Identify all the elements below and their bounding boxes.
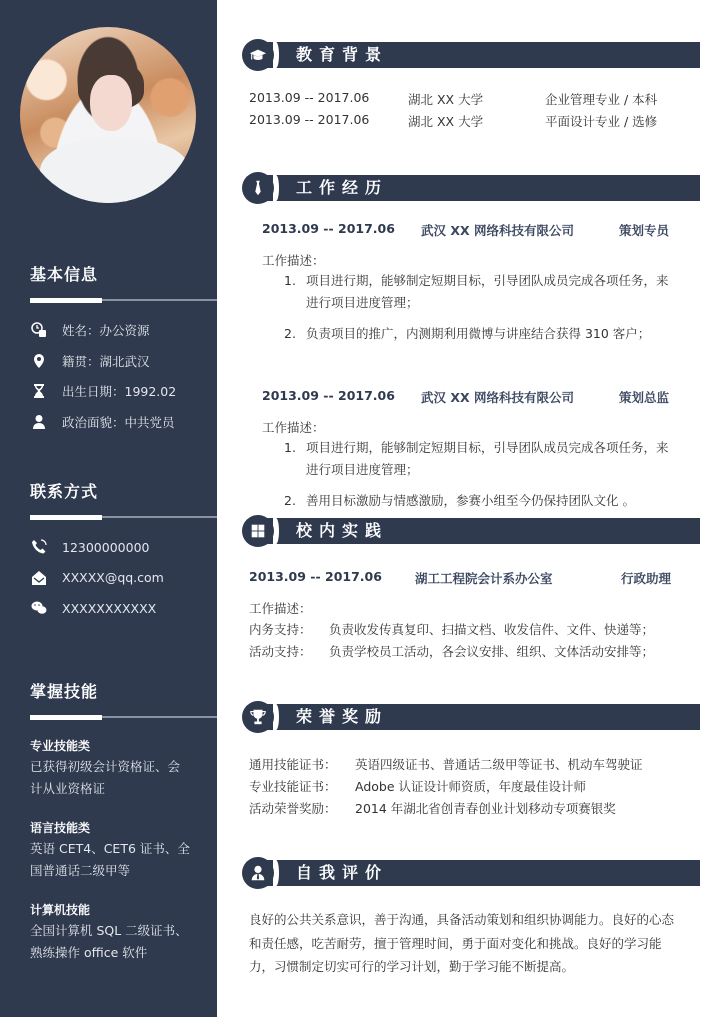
desc-label: 工作描述：	[262, 253, 325, 268]
necktie-icon	[242, 172, 274, 204]
graduation-cap-icon	[242, 39, 274, 71]
education-row: 2013.09 -- 2017.06 湖北 XX 大学 平面设计专业 / 选修	[249, 112, 658, 129]
campus-header	[242, 516, 700, 544]
wechat-icon	[30, 599, 48, 617]
honor-row: 专业技能证书： Adobe 认证设计师资质，年度最佳设计师	[249, 779, 587, 794]
job-item: 2. 善用目标激励与情感激励，参赛小组至今仍保持团队文化 。	[284, 493, 635, 508]
desc-label: 工作描述：	[249, 601, 312, 616]
campus-header-row: 2013.09 -- 2017.06 湖工工程院会计系办公室 行政助理	[249, 569, 672, 586]
section-divider	[30, 716, 217, 718]
basic-info-title: 基本信息	[30, 265, 99, 284]
id-card-icon	[30, 321, 48, 339]
job-item: 1. 项目进行期，能够制定短期目标，引导团队成员完成各项任务，来进行项目进度管理；	[284, 273, 669, 310]
info-political-status: 政治面貌：中共党员	[30, 407, 217, 438]
windows-grid-icon	[242, 515, 274, 547]
job-header: 2013.09 -- 2017.06 武汉 XX 网络科技有限公司 策划总监	[262, 388, 670, 405]
job-header: 2013.09 -- 2017.06 武汉 XX 网络科技有限公司 策划专员	[262, 221, 670, 238]
desc-label: 工作描述：	[262, 420, 325, 435]
contact-wechat[interactable]: XXXXXXXXXXX	[30, 593, 217, 624]
person-icon	[30, 413, 48, 431]
campus-row: 内务支持： 负责收发传真复印、扫描文档、收发信件、文件、快递等；	[249, 622, 655, 637]
profile-photo	[20, 27, 196, 203]
hourglass-icon	[30, 382, 48, 400]
section-divider	[30, 299, 217, 301]
skills-section	[30, 679, 217, 982]
info-birthdate: 出生日期：1992.02	[30, 376, 217, 407]
honor-row: 通用技能证书： 英语四级证书、普通话二级甲等证书、机动车驾驶证	[249, 757, 643, 772]
job-item: 1. 项目进行期，能够制定短期目标，引导团队成员完成各项任务，来进行项目进度管理；	[284, 440, 669, 477]
campus-row: 活动支持： 负责学校员工活动，各会议安排、组织、文体活动安排等；	[249, 644, 655, 659]
businessman-icon	[242, 857, 274, 889]
photo-face-shape	[90, 75, 132, 131]
info-hometown: 籍贯：湖北武汉	[30, 346, 217, 377]
section-title: 荣誉奖励	[296, 707, 389, 726]
honor-row: 活动荣誉奖励： 2014 年湖北省创青春创业计划移动专项赛银奖	[249, 801, 616, 816]
section-title: 自我评价	[296, 863, 389, 882]
honors-header	[242, 702, 700, 730]
info-name: 姓名：办公资源	[30, 315, 217, 346]
contact-section	[30, 479, 217, 624]
mail-icon	[30, 569, 48, 587]
skill-group-computer: 计算机技能 全国计算机 SQL 二级证书、熟练操作 office 软件	[30, 903, 188, 960]
contact-email[interactable]: XXXXX@qq.com	[30, 563, 217, 594]
section-title: 工作经历	[296, 178, 389, 197]
skill-group-language: 语言技能类 英语 CET4、CET6 证书、全国普通话二级甲等	[30, 821, 190, 878]
sidebar	[0, 0, 217, 1017]
location-pin-icon	[30, 352, 48, 370]
self-evaluation-text: 良好的公共关系意识，善于沟通，具备活动策划和组织协调能力。良好的心态和责任感，吃苦耐劳，擅于管理时间，勇于面对变化和挑战。良好的学习能力，习惯制定切实可行的学习计划，勤于学习能不断提高。	[249, 912, 675, 974]
education-row: 2013.09 -- 2017.06 湖北 XX 大学 企业管理专业 / 本科	[249, 90, 658, 107]
section-title: 校内实践	[296, 521, 389, 540]
phone-icon	[30, 538, 48, 556]
job-item: 2. 负责项目的推广，内测期利用微博与讲座结合获得 310 客户；	[284, 326, 651, 341]
skill-group-professional: 专业技能类 已获得初级会计资格证、会计从业资格证	[30, 739, 181, 796]
contact-phone[interactable]: 12300000000	[30, 532, 217, 563]
skills-title: 掌握技能	[30, 682, 99, 701]
basic-info-section	[30, 262, 217, 437]
trophy-icon	[242, 701, 274, 733]
work-header	[242, 173, 700, 201]
education-header	[242, 40, 700, 68]
self-evaluation-header	[242, 858, 700, 886]
section-title: 教育背景	[296, 45, 389, 64]
photo-body-shape	[40, 139, 190, 203]
section-divider	[30, 516, 217, 518]
contact-title: 联系方式	[30, 482, 99, 501]
